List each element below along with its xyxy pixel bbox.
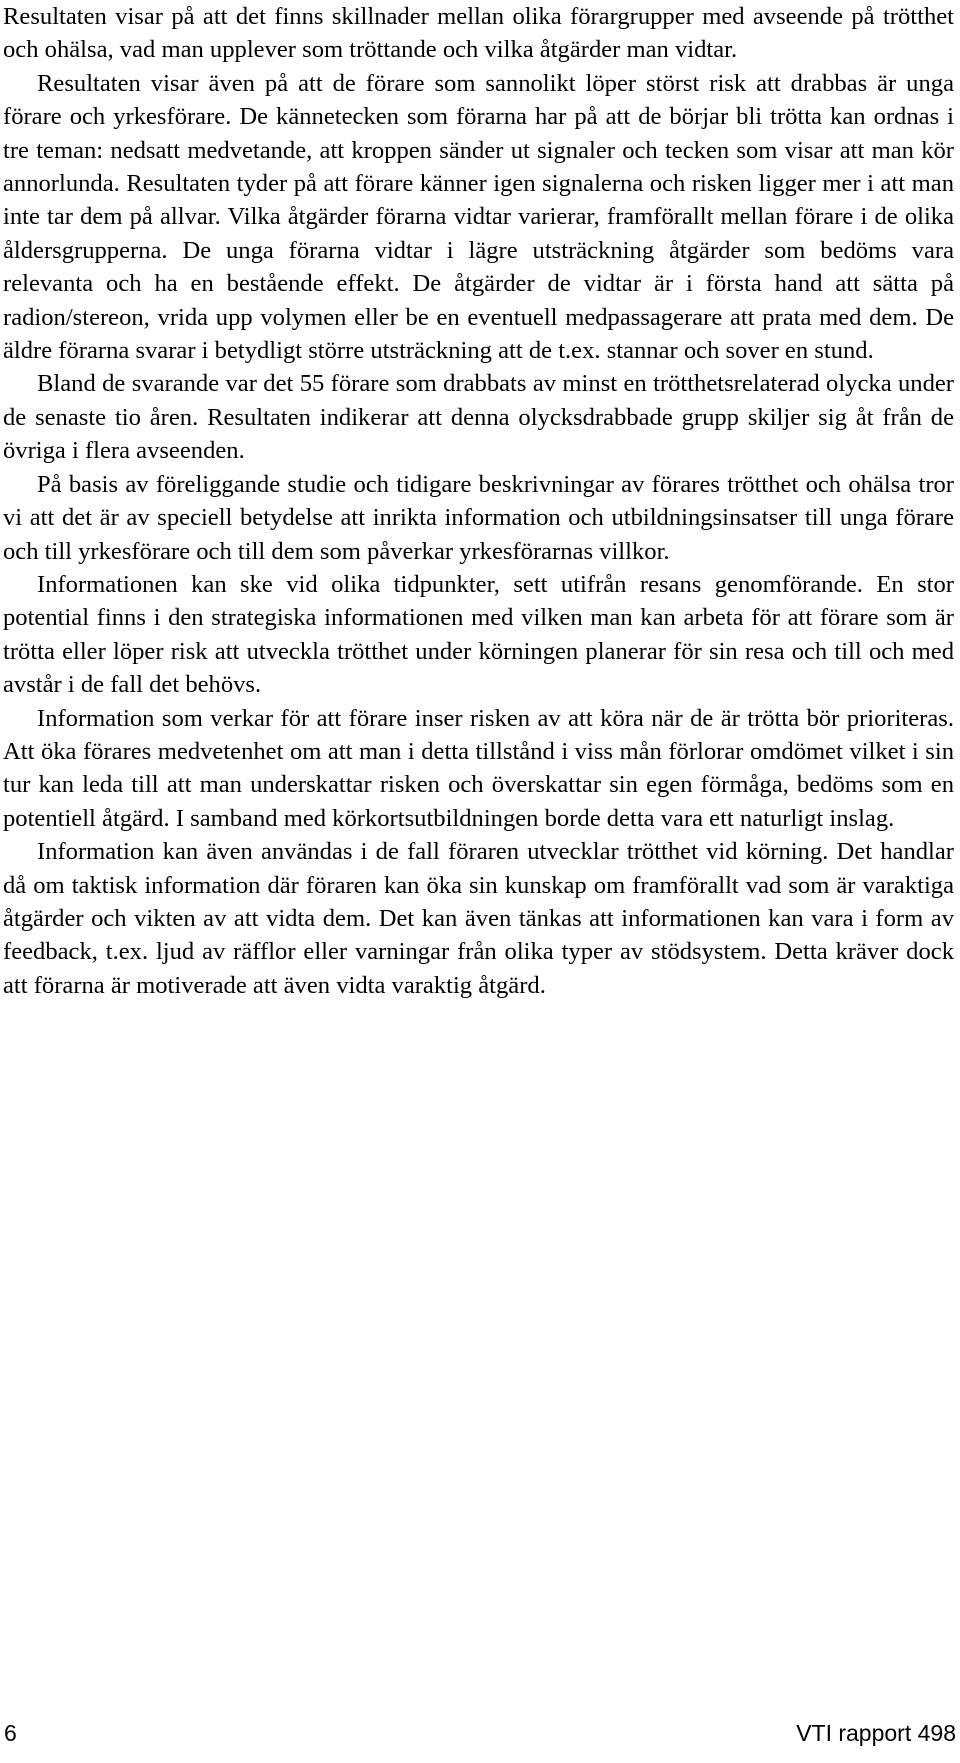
document-body [3,0,954,1002]
paragraph-1: Resultaten visar på att det finns skillnader mellan olika förargrupper med avseende på trötthet och ohälsa, vad man upplever som tröttande och vilka åtgärder man vidtar. [3,3,954,64]
page-number: 6 [4,1720,17,1746]
paragraph-6: Information som verkar för att förare inser risken av att köra när de är trötta bör prioriteras. Att öka förares medvetenhet om att man i detta tillstånd i viss mån förlorar omdömet vilket i sin tur kan leda till att man underskattar risken och överskattar sin egen förmåga, bedöms som en potentiell åtgärd. I samband med körkortsutbildningen borde detta vara ett naturligt inslag. [3,704,954,832]
paragraph-5: Informationen kan ske vid olika tidpunkter, sett utifrån resans genomförande. En stor potential finns i den strategiska informationen med vilken man kan arbeta för att förare som är trötta eller löper risk att utveckla trötthet under körningen planerar för sin resa och till och med avstår i de fall det behövs. [3,570,954,699]
paragraph-3: Bland de svarande var det 55 förare som drabbats av minst en trötthetsrelaterad olycka under de senaste tio åren. Resultaten indikerar att denna olycksdrabbade grupp skiljer sig åt från de övriga i flera avseenden. [3,370,954,465]
paragraph-4: På basis av föreliggande studie och tidigare beskrivningar av förares trötthet och ohälsa tror vi att det är av speciell betydelse att inrikta information och utbildningsinsatser till unga förare och till yrkesförare och till dem som påverkar yrkesförarnas villkor. [3,470,954,565]
report-label: VTI rapport 498 [796,1720,956,1746]
paragraph-7: Information kan även användas i de fall föraren utvecklar trötthet vid körning. Det handlar då om taktisk information där föraren kan öka sin kunskap om framförallt vad som är varaktiga åtgärder och vikten av att vidta dem. Det kan även tänkas att informationen kan vara i form av feedback, t.ex. ljud av räfflor eller varningar från olika typer av stödsystem. Detta kräver dock att förarna är motiverade att även vidta varaktig åtgärd. [3,838,954,999]
paragraph-2: Resultaten visar även på att de förare som sannolikt löper störst risk att drabbas är unga förare och yrkesförare. De kännetecken som förarna har på att de börjar bli trötta kan ordnas i tre teman: nedsatt medvetande, att kroppen sänder ut signaler och tecken som visar att man kör annorlunda. Resultaten tyder på att förare känner igen signalerna och risken ligger mer i att man inte tar dem på allvar. Vilka åtgärder förarna vidtar varierar, framförallt mellan förare i de olika åldersgrupperna. De unga förarna vidtar i lägre utsträckning åtgärder som bedöms vara relevanta och ha en bestående effekt. De åtgärder de vidtar är i första hand att sätta på radion/stereon, vrida upp volymen eller be en eventuell medpassagerare att prata med dem. De äldre förarna svarar i betydligt större utsträckning att de t.ex. stannar och sover en stund. [3,69,954,365]
